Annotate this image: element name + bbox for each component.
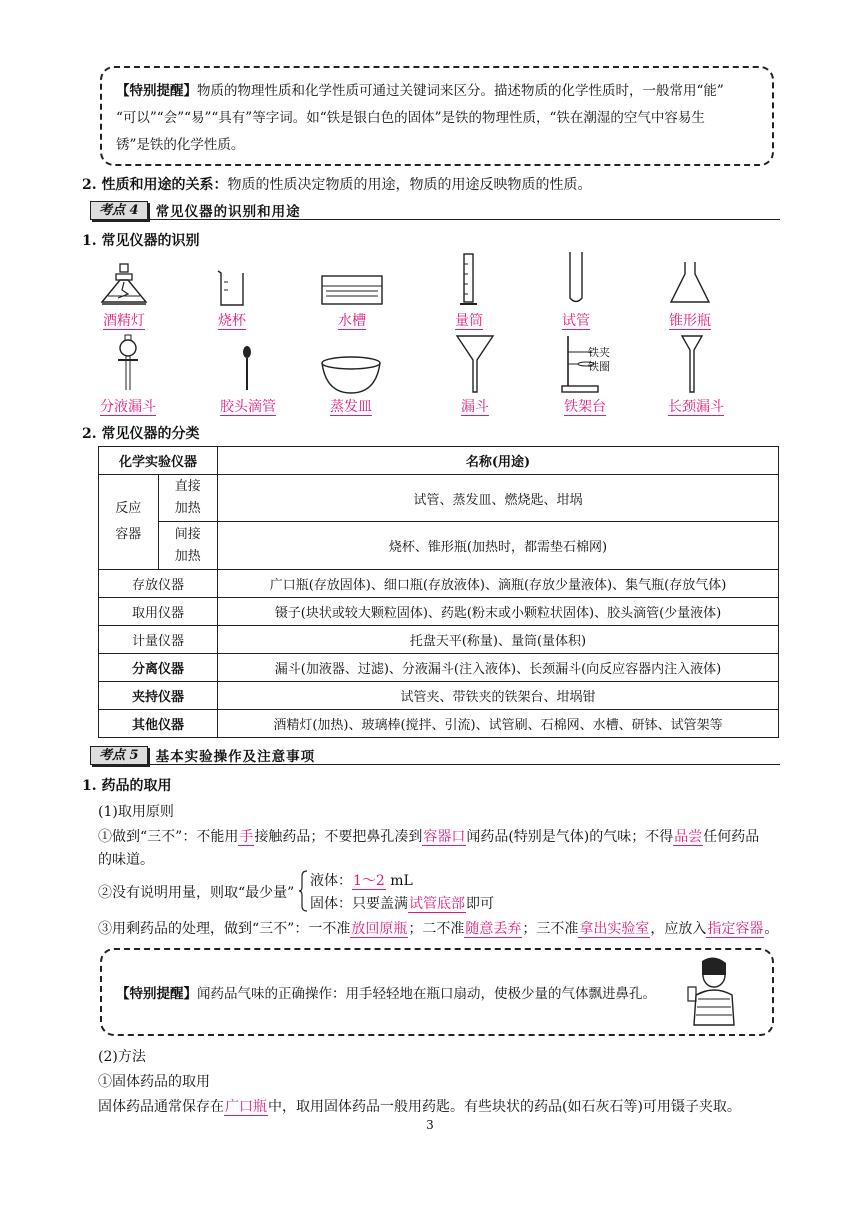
iron-ring-label: 铁圈 bbox=[588, 360, 610, 373]
conical-flask-icon bbox=[668, 260, 712, 306]
rule-2-liquid: 液体：1～2 mL bbox=[310, 873, 413, 889]
subheading: 2. 常见仪器的分类 bbox=[82, 426, 200, 442]
label-dropper: 胶头滴管 bbox=[220, 399, 276, 415]
table-cell: 广口瓶(存放固体)、细口瓶(存放液体)、滴瓶(存放少量液体)、集气瓶(存放气体) bbox=[218, 570, 779, 598]
table-cell: 分离仪器 bbox=[99, 654, 218, 682]
table-cell: 托盘天平(称量)、量筒(量体积) bbox=[218, 626, 779, 654]
subheading: ①固体药品的取用 bbox=[98, 1074, 210, 1090]
property-use-relation: 2. 性质和用途的关系：物质的性质决定物质的用途，物质的用途反映物质的性质。 bbox=[82, 177, 592, 193]
label-alcohol-lamp: 酒精灯 bbox=[103, 313, 145, 329]
special-note-text: 【特别提醒】物质的物理性质和化学性质可通过关键词来区分。描述物质的化学性质时，一般常用“能” “可以”“会”“易”“具有”等字词。如“铁是银白色的固体”是铁的物理性质，“铁在潮湿的空气中容易生 锈”是铁的化学性质。 bbox=[116, 83, 724, 153]
beaker-icon bbox=[216, 268, 248, 308]
instrument-classification-table bbox=[98, 446, 779, 738]
table-header: 化学实验仪器 bbox=[99, 447, 218, 475]
table-cell: 其他仪器 bbox=[99, 710, 218, 738]
table-row bbox=[99, 598, 779, 626]
label-evaporating-dish: 蒸发皿 bbox=[330, 399, 372, 415]
separatory-funnel-icon bbox=[115, 334, 141, 394]
evaporating-dish-icon bbox=[320, 355, 382, 395]
table-row bbox=[99, 626, 779, 654]
table-cell: 试管、蒸发皿、燃烧匙、坩埚 bbox=[218, 475, 779, 522]
label-funnel: 漏斗 bbox=[461, 399, 489, 415]
table-row bbox=[99, 522, 779, 570]
iron-clamp-label: 铁夹 bbox=[588, 346, 610, 359]
section-tag: 考点 4 bbox=[90, 201, 148, 220]
dropper-icon bbox=[240, 344, 254, 392]
section-tag: 考点 5 bbox=[90, 746, 148, 765]
label-beaker: 烧杯 bbox=[218, 313, 246, 329]
section-4-header bbox=[90, 200, 301, 220]
person-smelling-icon bbox=[684, 955, 742, 1027]
special-note-text-2: 【特别提醒】闻药品气味的正确操作：用手轻轻地在瓶口扇动，使极少量的气体飘进鼻孔。 bbox=[116, 986, 656, 1002]
divider bbox=[90, 764, 780, 765]
label-separatory-funnel: 分液漏斗 bbox=[100, 399, 156, 415]
test-tube-icon bbox=[566, 250, 586, 306]
rule-1-cont: 的味道。 bbox=[98, 852, 154, 868]
rule-3: ③用剩药品的处理，做到“三不”：一不准放回原瓶；二不准随意丢弃；三不准拿出实验室，应放入指定容器。 bbox=[98, 921, 779, 937]
table-cell: 取用仪器 bbox=[99, 598, 218, 626]
table-cell: 试管夹、带铁夹的铁架台、坩埚钳 bbox=[218, 682, 779, 710]
table-row bbox=[99, 710, 779, 738]
subheading: (2)方法 bbox=[98, 1049, 146, 1065]
subheading: 1. 药品的取用 bbox=[82, 778, 172, 794]
label-graduated-cylinder: 量筒 bbox=[455, 313, 483, 329]
table-cell: 烧杯、锥形瓶(加热时，都需垫石棉网) bbox=[218, 522, 779, 570]
table-cell: 镊子(块状或较大颗粒固体)、药匙(粉末或小颗粒状固体)、胶头滴管(少量液体) bbox=[218, 598, 779, 626]
graduated-cylinder-icon bbox=[458, 252, 480, 308]
table-row bbox=[99, 654, 779, 682]
funnel-icon bbox=[455, 334, 495, 394]
table-row bbox=[99, 570, 779, 598]
label-long-neck-funnel: 长颈漏斗 bbox=[668, 399, 724, 415]
table-row bbox=[99, 475, 779, 522]
brace-icon bbox=[298, 870, 308, 912]
table-cell: 酒精灯(加热)、玻璃棒(搅拌、引流)、试管刷、石棉网、水槽、研钵、试管架等 bbox=[218, 710, 779, 738]
section-5-header bbox=[90, 745, 315, 765]
section-title: 常见仪器的识别和用途 bbox=[155, 204, 301, 220]
table-cell: 计量仪器 bbox=[99, 626, 218, 654]
label-test-tube: 试管 bbox=[562, 313, 590, 329]
table-cell: 反应 容器 bbox=[99, 475, 159, 570]
table-row bbox=[99, 682, 779, 710]
table-cell: 夹持仪器 bbox=[99, 682, 218, 710]
table-cell: 间接 加热 bbox=[158, 522, 218, 570]
table-cell: 漏斗(加液器、过滤)、分液漏斗(注入液体)、长颈漏斗(向反应容器内注入液体) bbox=[218, 654, 779, 682]
subheading: (1)取用原则 bbox=[98, 804, 174, 820]
page-number: 3 bbox=[426, 1118, 434, 1132]
label-conical-flask: 锥形瓶 bbox=[669, 313, 711, 329]
rule-2-solid: 固体：只要盖满试管底部即可 bbox=[310, 896, 494, 912]
label-water-trough: 水槽 bbox=[338, 313, 366, 329]
section-title: 基本实验操作及注意事项 bbox=[155, 749, 316, 765]
label-iron-stand: 铁架台 bbox=[564, 399, 606, 415]
water-trough-icon bbox=[320, 274, 384, 306]
subheading: 1. 常见仪器的识别 bbox=[82, 233, 200, 249]
divider bbox=[90, 219, 780, 220]
table-header-row bbox=[99, 447, 779, 475]
method-1-text: 固体药品通常保存在广口瓶中，取用固体药品一般用药匙。有些块状的药品(如石灰石等)可用镊子夹取。 bbox=[98, 1099, 741, 1115]
long-neck-funnel-icon bbox=[680, 334, 704, 394]
alcohol-lamp-icon bbox=[98, 262, 150, 308]
rule-1: ①做到“三不”：不能用手接触药品；不要把鼻孔凑到容器口闻药品(特别是气体)的气味；不得品尝任何药品 bbox=[98, 829, 760, 845]
table-cell: 存放仪器 bbox=[99, 570, 218, 598]
rule-2: ②没有说明用量，则取“最少量” bbox=[98, 885, 295, 901]
table-cell: 直接 加热 bbox=[158, 475, 218, 522]
note-tag: 【特别提醒】 bbox=[116, 83, 197, 99]
table-header: 名称(用途) bbox=[218, 447, 779, 475]
